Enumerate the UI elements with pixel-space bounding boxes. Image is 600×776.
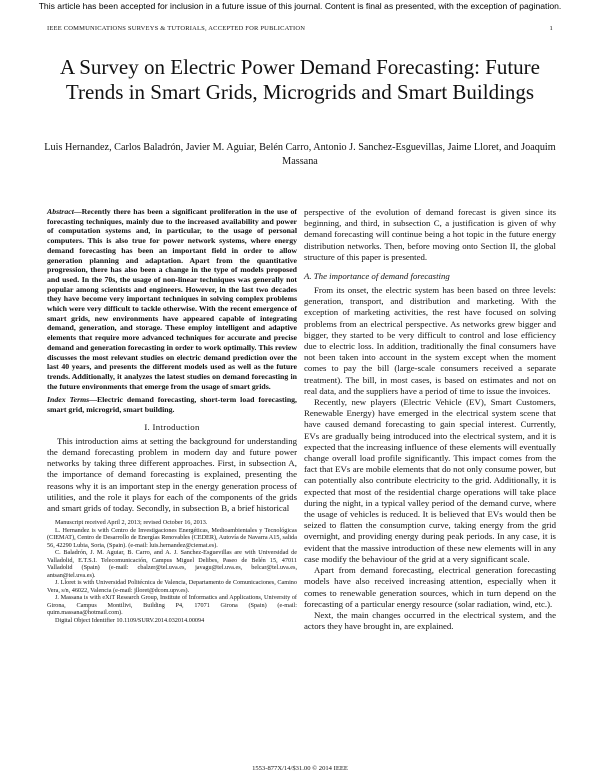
footnotes — [47, 519, 297, 624]
right-column — [304, 207, 556, 632]
section-heading-introduction: I. Introduction — [144, 421, 200, 432]
intro-continued-paragraph: perspective of the evolution of demand forecast is given since its beginning, and third, in subsection C, a justification is given of why demand forecasting will continue being a hot topic in the future energy distribution networks. Then, before moving onto Section II, the global structure of this paper is presented. — [304, 207, 556, 262]
page-number: 1 — [549, 25, 553, 32]
body-paragraph: Next, the main changes occurred in the electrical system, and the actors they have brought in, are explained. — [304, 609, 556, 632]
subsection-heading-a: A. The importance of demand forecasting — [304, 271, 450, 282]
running-head — [47, 25, 553, 32]
abstract-text: Recently there has been a significant proliferation in the use of forecasting techniques, mainly due to the increased availability and power of computation systems and, in particular, to the usage of personal computers. This is also true for power network systems, where energy demand forecasting has been an important field in order to allow generation planning and adaptation. Apart from the quantitative progression, there has also been a change in the type of models proposed and used. In the 70s, the usage of non-linear techniques was generally not popular among scientists and engineers. However, in the last two decades they have become very important techniques in solving complex problems which were very difficult to tackle otherwise. With the recent emergence of smart grids, new environments have appeared capable of integrating demand, generation, and storage. These employ intelligent and adaptive elements that require more advanced techniques for accurate and precise demand and generation forecasting in order to work optimally. This review discusses the most relevant studies on electric demand prediction over the last 40 years, and presents the different models used as well as the future trends. Additionally, it analyzes the latest studies on demand forecasting in the future environments that emerge from the usage of smart grids. — [47, 207, 297, 391]
author-list: Luis Hernandez, Carlos Baladrón, Javier M. Aguiar, Belén Carro, Antonio J. Sanchez-Esguevillas, Jaime Lloret, and Joaquim Massana — [44, 142, 556, 167]
footnote: Manuscript received April 2, 2013; revised October 16, 2013. — [55, 519, 208, 527]
abstract-label: Abstract— — [47, 207, 82, 216]
footnote: J. Massana is with eXiT Research Group, Institute of Informatics and Applications, University of Girona, Campus Montilivi, Building P4, 17071 Girona (Spain) (e-mail: quim.massana@hotmail.com). — [47, 594, 297, 617]
footnote: C. Baladrón, J. M. Aguiar, B. Carro, and A. J. Sanchez-Esguevillas are with Universidad de Valladolid, E.T.S.I. Telecomunicación, Campus Miguel Delibes, Paseo de Belén 15, 47011 Valladolid (Spain) (e-mail: cbalzer@tel.uva.es, javagu@tel.uva.es, belcar@tel.uva.es, antsan@tel.uva.es). — [47, 549, 297, 579]
abstract — [47, 207, 297, 391]
index-terms-text: Electric demand forecasting, short-term load forecasting, smart grid, microgrid, smart building. — [47, 395, 298, 415]
footnote: J. Lloret is with Universidad Politécnica de Valencia, Departamento de Comunicaciones, Camino Vera, s/n, 46022, Valencia (e-mail: jlloret@dcom.upv.es). — [47, 579, 297, 594]
index-terms — [47, 395, 297, 414]
footnote: Digital Object Identifier 10.1109/SURV.2014.032014.00094 — [55, 616, 205, 624]
body-paragraph: From its onset, the electric system has been based on three levels: generation, transport, and distribution and marketing. With the exception of marketing activities, the rest have focused on solving problems from an electrical perspective. As networks grew bigger and bigger, they started to be very difficult to control and lose efficiency due to electric loss. In addition, traditionally the final consumers have not been taken into account in the system except when the moment comes to pay the bill (large-scale consumers received a separate treatment). The bill, in most cases, is based on estimates and not on real data, and the suppliers have a period of time to issue the invoices. — [304, 285, 556, 396]
journal-name: IEEE COMMUNICATIONS SURVEYS & TUTORIALS, ACCEPTED FOR PUBLICATION — [47, 25, 306, 32]
acceptance-notice: This article has been accepted for inclusion in a future issue of this journal. Content is final as presented, with the exception of pagination. — [38, 1, 562, 11]
paper-title: A Survey on Electric Power Demand Forecasting: Future Trends in Smart Grids, Microgrids and Smart Buildings — [60, 55, 540, 104]
body-paragraph: Apart from demand forecasting, electrical generation forecasting models have also received increasing attention, especially when it comes to renewable generation sources, which in turn depend on the forecasting of a particular energy resource (solar radiation, wind, etc.). — [304, 565, 556, 609]
intro-paragraph: This introduction aims at setting the background for understanding the demand forecasting problem in modern day and future power networks by taking three different approaches. First, in subsection A, the importance of demand forecasting is explained, presenting the reasons why it is an important step in the energy generation process of utilities, and the role it plays for each of the components of the grids and smart grids of today. Secondly, in subsection B, a brief historical — [47, 435, 297, 513]
copyright-line: 1553-877X/14/$31.00 © 2014 IEEE — [252, 765, 348, 772]
index-terms-label: Index Terms— — [47, 395, 98, 405]
body-paragraph: Recently, new players (Electric Vehicle (EV), Smart Customers, Renewable Energy) have emerged in the electrical system scene that have caused demand forecasting to gain special interest. Currently, EVs are gradually being introduced into the electrical system, and it is expected that the increasing influence of these elements will eventually change overall load profile significantly. This impact comes from the fact that EVs are mobile elements that do not only consume power, but can potentially also contribute electricity to the grid. Additionally, it is expected that most of the residential charge operations will take place during the night, in a typical valley period of the demand curve, where the usage of vehicles is reduced. It is believed that EVs would then be seized to flatten the consumption curve, taking energy from the grid overnight, and providing energy during peak periods. In any case, it is evident that the massive introduction of these new elements will in any case modify the behaviour of the grid at a very significant scale. — [304, 397, 556, 564]
footnote: L. Hernandez is with Centro de Investigaciones Energéticas, Medioambientales y Tecnológicas (CIEMAT), Centro de Desarrollo de Energías Renovables (CEDER), Autovía de Navarra A15, salida 56, 42290 Lubia, Soria, (Spain). (e-mail: luis.hernandez@ciemat.es). — [47, 526, 297, 549]
left-column — [47, 207, 297, 624]
